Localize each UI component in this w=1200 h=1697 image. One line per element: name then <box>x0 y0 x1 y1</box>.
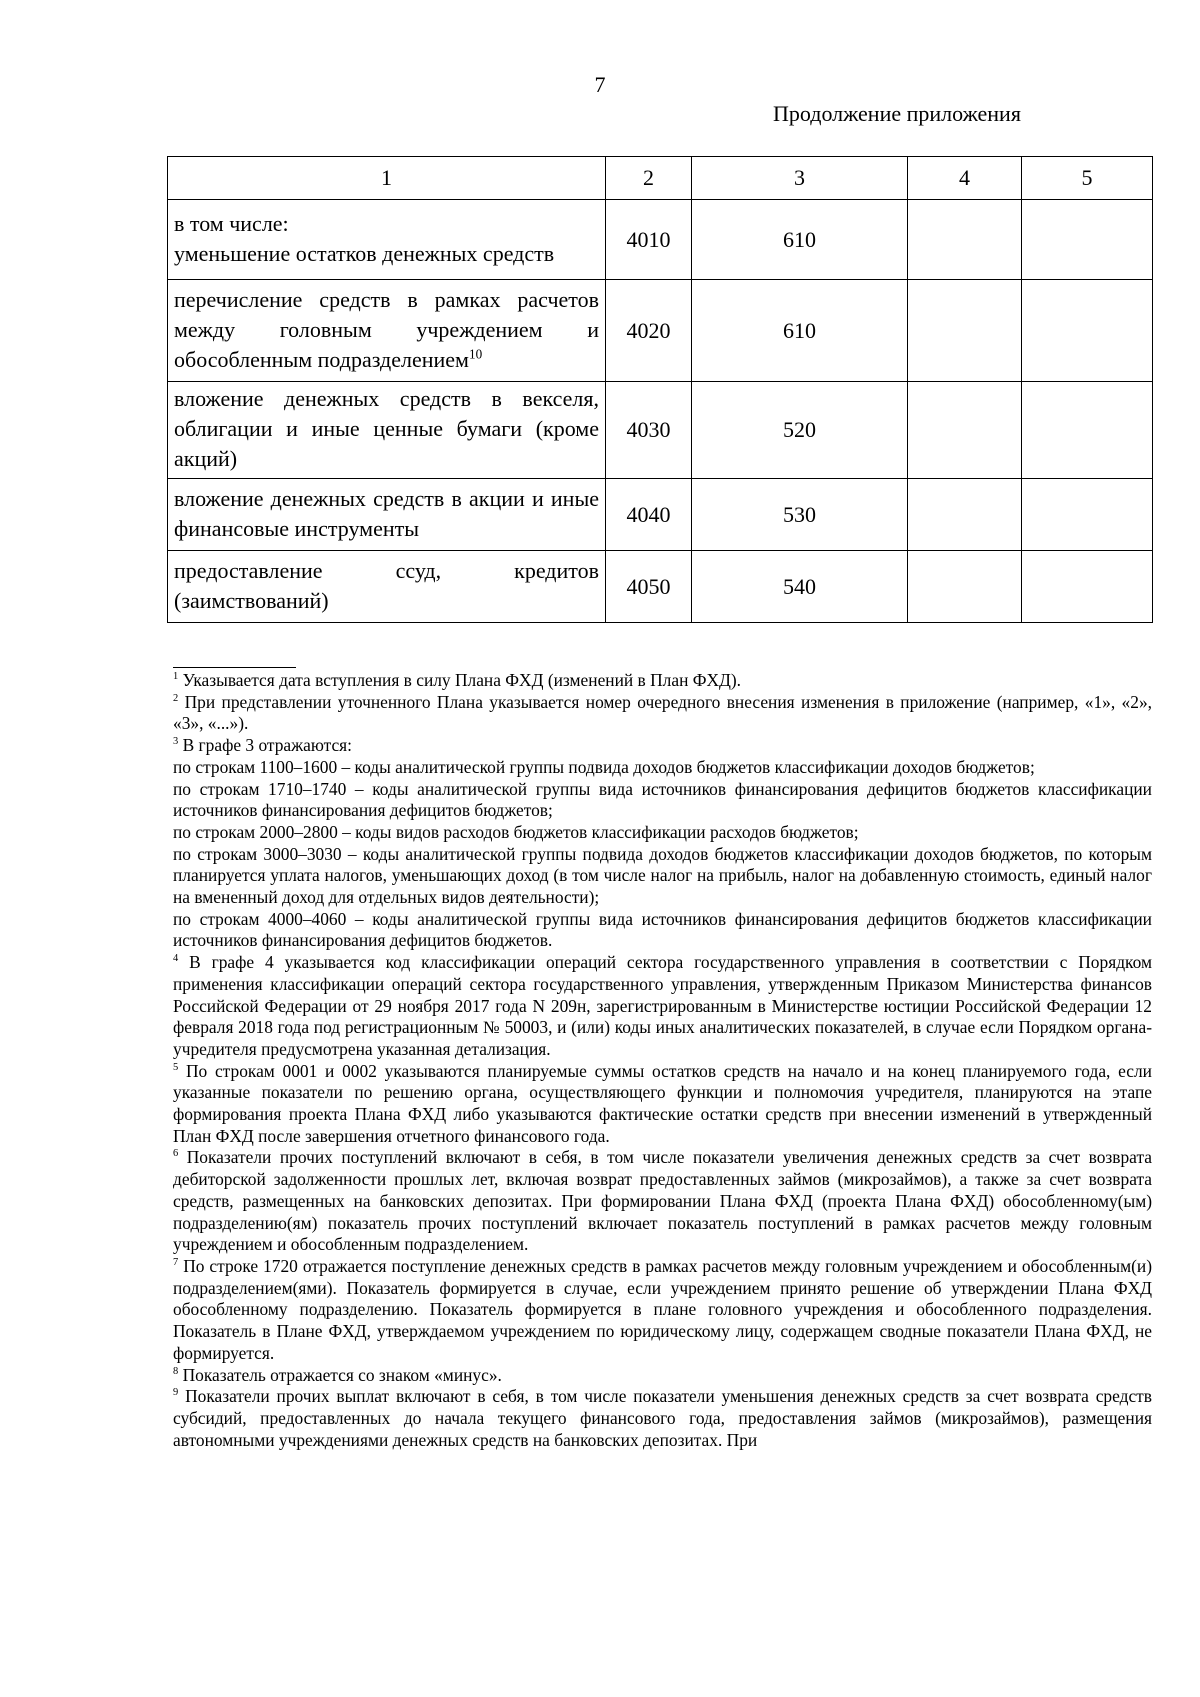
footnote <box>173 844 1152 909</box>
footnote-text: Показатель отражается со знаком «минус». <box>182 1364 502 1385</box>
footnote <box>173 1061 1152 1148</box>
table-row <box>168 551 1153 623</box>
footnote <box>173 909 1152 952</box>
row-col5 <box>1022 200 1153 280</box>
row-kbk: 610 <box>692 200 908 280</box>
footnotes <box>173 670 1152 1451</box>
row-kbk: 530 <box>692 479 908 551</box>
row-col4 <box>908 280 1022 382</box>
footnote-mark: 9 <box>173 1387 179 1399</box>
footnote-mark: 3 <box>173 736 179 748</box>
row-col4 <box>908 551 1022 623</box>
footnote <box>173 1256 1152 1365</box>
budget-table <box>167 156 1153 623</box>
row-description <box>168 382 606 479</box>
row-col5 <box>1022 551 1153 623</box>
row-code: 4030 <box>606 382 692 479</box>
footnote <box>173 779 1152 822</box>
continuation-title: Продолжение приложения <box>773 101 1021 126</box>
footnote-mark: 4 <box>173 953 179 965</box>
footnote <box>173 735 1152 757</box>
footnote-text: по строкам 1100–1600 – коды аналитической группы подвида доходов бюджетов классификации доходов бюджетов; <box>173 756 1035 777</box>
page-number: 7 <box>594 72 606 97</box>
row-description-line: уменьшение остатков денежных средств <box>174 240 555 266</box>
footnote-text: По строке 1720 отражается поступление денежных средств в рамках расчетов между головным учреждением и обособленным(и) подразделением(ями). Показатель формируется в случае, если учреждением принято решение об утверждении Плана ФХД обособленному подразделению. Показатель формируется в плане головного учреждения и обособленного подразделения. Показатель в Плане ФХД, утверждаемом учреждением по юридическому лицу, содержащем сводные показатели Плана ФХД, не формируется. <box>173 1255 1152 1363</box>
row-col5 <box>1022 280 1153 382</box>
row-kbk: 540 <box>692 551 908 623</box>
footnote <box>173 692 1152 735</box>
footnote-text: Показатели прочих поступлений включают в себя, в том числе показатели увеличения денежных средств за счет возврата дебиторской задолженности прошлых лет, включая возврат предоставленных займов (микрозаймов), а также за счет возврата средств, размещенных на банковских депозитах. При формировании Плана ФХД (проекта Плана ФХД) обособленному(ым) подразделению(ям) показатель прочих поступлений включает показатель поступлений в рамках расчетов между головным учреждением и обособленным подразделением. <box>173 1147 1152 1255</box>
footnote-text: В графе 4 указывается код классификации операций сектора государственного управления в соответствии с Порядком применения классификации операций сектора государственного управления, утвержденным Приказом Министерства финансов Российской Федерации от 29 ноября 2017 года N 209н, зарегистрированным в Министерстве юстиции Российской Федерации 12 февраля 2018 года под регистрационным № 50003, и (или) коды иных аналитических показателей, в случае если Порядком органа-учредителя предусмотрена указанная детализация. <box>173 952 1152 1059</box>
table-row <box>168 479 1153 551</box>
row-kbk: 610 <box>692 280 908 382</box>
footnote-text: При представлении уточненного Плана указывается номер очередного внесения изменения в приложение (например, «1», «2», «3», «...»). <box>173 691 1152 734</box>
row-description <box>168 479 606 551</box>
row-description-line: вложение денежных средств в векселя, облигации и иные ценные бумаги (кроме акций) <box>174 386 599 471</box>
table-row <box>168 382 1153 479</box>
footnote-mark: 8 <box>173 1365 179 1377</box>
row-kbk: 520 <box>692 382 908 479</box>
footnote-mark: 1 <box>173 671 179 683</box>
column-header: 1 <box>168 157 606 200</box>
row-col4 <box>908 382 1022 479</box>
footnote-text: по строкам 2000–2800 – коды видов расходов бюджетов классификации расходов бюджетов; <box>173 821 859 842</box>
table-header-row <box>168 157 1153 200</box>
row-code: 4020 <box>606 280 692 382</box>
footnote-text: Указывается дата вступления в силу Плана ФХД (изменений в План ФХД). <box>182 670 742 690</box>
footnote <box>173 1386 1152 1451</box>
row-description-line: перечисление средств в рамках расчетов между головным учреждением и обособленным подразделением$^{10}$ <box>174 286 599 372</box>
footnote-mark: 2 <box>173 692 179 704</box>
row-description-line: вложение денежных средств в акции и иные финансовые инструменты <box>174 485 599 541</box>
footnote-text: по строкам 3000–3030 – коды аналитической группы подвида доходов бюджетов классификации доходов бюджетов, по которым планируется уплата налогов, уменьшающих доход (в том числе налог на прибыль, налог на добавленную стоимость, единый налог на вмененный доход для отдельных видов деятельности); <box>173 843 1152 908</box>
footnote <box>173 1147 1152 1256</box>
footnote <box>173 952 1152 1061</box>
footnote <box>173 1365 1152 1387</box>
footnote-text: по строкам 4000–4060 – коды аналитической группы вида источников финансирования дефицитов бюджетов классификации источников финансирования дефицитов бюджетов. <box>173 908 1152 951</box>
column-header: 2 <box>606 157 692 200</box>
footnote-text: По строкам 0001 и 0002 указываются планируемые суммы остатков средств на начало и на конец планируемого года, если указанные показатели по решению органа, осуществляющего функции и полномочия учредителя, планируются на этапе формирования проекта Плана ФХД либо указываются фактические остатки средств при внесении изменений в утвержденный План ФХД после завершения отчетного финансового года. <box>173 1060 1152 1146</box>
footnote-ref: 10 <box>468 346 483 362</box>
row-description <box>168 200 606 280</box>
footnote <box>173 670 1152 692</box>
row-code: 4050 <box>606 551 692 623</box>
column-header: 4 <box>908 157 1022 200</box>
row-description-line: предоставление ссуд, кредитов (заимствований) <box>174 557 599 613</box>
row-code: 4040 <box>606 479 692 551</box>
footnote-text: по строкам 1710–1740 – коды аналитической группы вида источников финансирования дефицитов бюджетов классификации источников финансирования дефицитов бюджетов; <box>173 778 1152 821</box>
row-col4 <box>908 479 1022 551</box>
column-header: 5 <box>1022 157 1153 200</box>
column-header: 3 <box>692 157 908 200</box>
footnote-mark: 7 <box>173 1257 179 1269</box>
footnote-mark: 5 <box>173 1061 179 1073</box>
row-code: 4010 <box>606 200 692 280</box>
table-row <box>168 200 1153 280</box>
row-col5 <box>1022 382 1153 479</box>
row-description-line: в том числе: <box>174 210 289 236</box>
footnote-separator <box>173 667 296 668</box>
footnote <box>173 822 1152 844</box>
row-col4 <box>908 200 1022 280</box>
row-description <box>168 551 606 623</box>
table-row <box>168 280 1153 382</box>
footnote-mark: 6 <box>173 1148 179 1160</box>
row-description <box>168 280 606 382</box>
row-col5 <box>1022 479 1153 551</box>
footnote-text: В графе 3 отражаются: <box>182 735 353 756</box>
footnote <box>173 757 1152 779</box>
footnote-text: Показатели прочих выплат включают в себя, в том числе показатели уменьшения денежных средств за счет возврата средств субсидий, предоставленных до начала текущего финансового года, предоставления займов (микрозаймов), размещения автономными учреждениями денежных средств на банковских депозитах. При <box>173 1386 1152 1450</box>
